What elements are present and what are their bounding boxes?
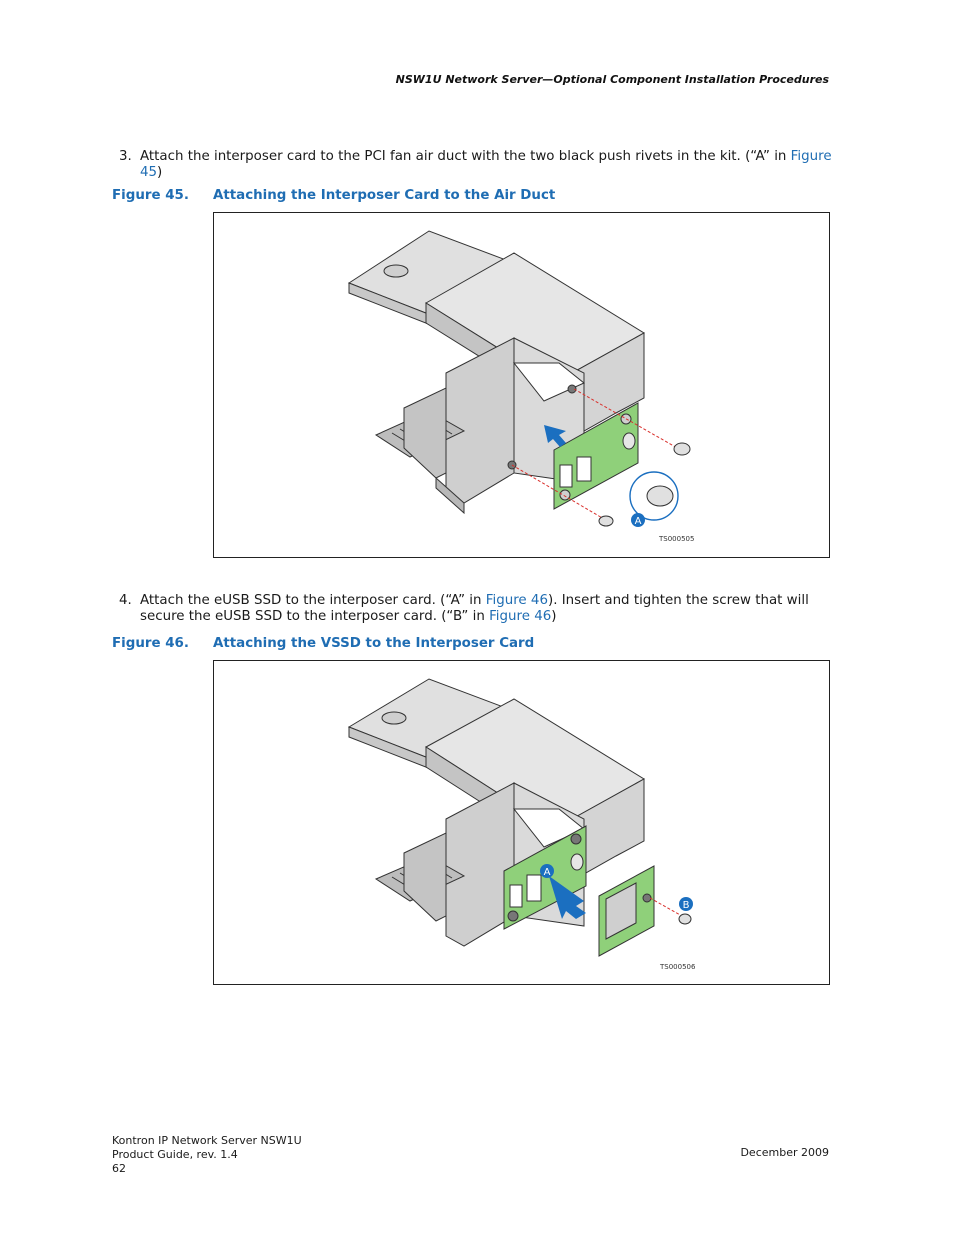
footer-guide-revision: Product Guide, rev. 1.4: [112, 1148, 238, 1161]
footer-product-name: Kontron IP Network Server NSW1U: [112, 1134, 302, 1147]
callout-a-label: A: [634, 516, 642, 527]
figure-46-link-1[interactable]: Figure 46: [485, 593, 548, 608]
image-id: TS000506: [660, 963, 696, 971]
step-text-part: ): [157, 165, 163, 180]
step-text: [140, 593, 834, 625]
step-number: 4.: [119, 593, 132, 608]
step-text: [140, 149, 834, 181]
step-number: 3.: [119, 149, 132, 164]
figure-title: Attaching the VSSD to the Interposer Card: [213, 636, 535, 651]
step-text-part: ): [551, 609, 557, 624]
callout-b-label: B: [682, 900, 690, 911]
step-text-part: Attach the eUSB SSD to the interposer card. (“A” in: [140, 593, 486, 608]
figure-46: [213, 660, 830, 985]
figure-label: Figure 45.: [112, 188, 189, 203]
footer-left: [112, 1134, 302, 1176]
figure-46-link-2[interactable]: Figure 46: [489, 609, 552, 624]
vssd-interposer-illustration: [214, 661, 829, 984]
step-text-part: ). Insert and tighten the screw that will secure the eUSB SSD to the interposer card. (“B” in: [140, 593, 809, 624]
step-4: [119, 593, 834, 625]
callout-a-label: A: [543, 867, 551, 878]
running-header: NSW1U Network Server—Optional Component Installation Procedures: [395, 73, 829, 86]
air-duct-interposer-illustration: [214, 213, 829, 557]
figure-label: Figure 46.: [112, 636, 189, 651]
figure-46-caption: [112, 636, 534, 651]
figure-title: Attaching the Interposer Card to the Air Duct: [213, 188, 556, 203]
figure-45-link[interactable]: Figure 45: [140, 149, 832, 180]
figure-45: [213, 212, 830, 558]
figure-45-caption: [112, 188, 555, 203]
step-3: [119, 149, 834, 181]
image-id: TS000505: [659, 535, 695, 543]
page-number: 62: [112, 1162, 126, 1175]
step-text-part: Attach the interposer card to the PCI fan air duct with the two black push rivets in the kit. (“A” in: [140, 149, 791, 164]
footer-date: December 2009: [740, 1146, 829, 1159]
